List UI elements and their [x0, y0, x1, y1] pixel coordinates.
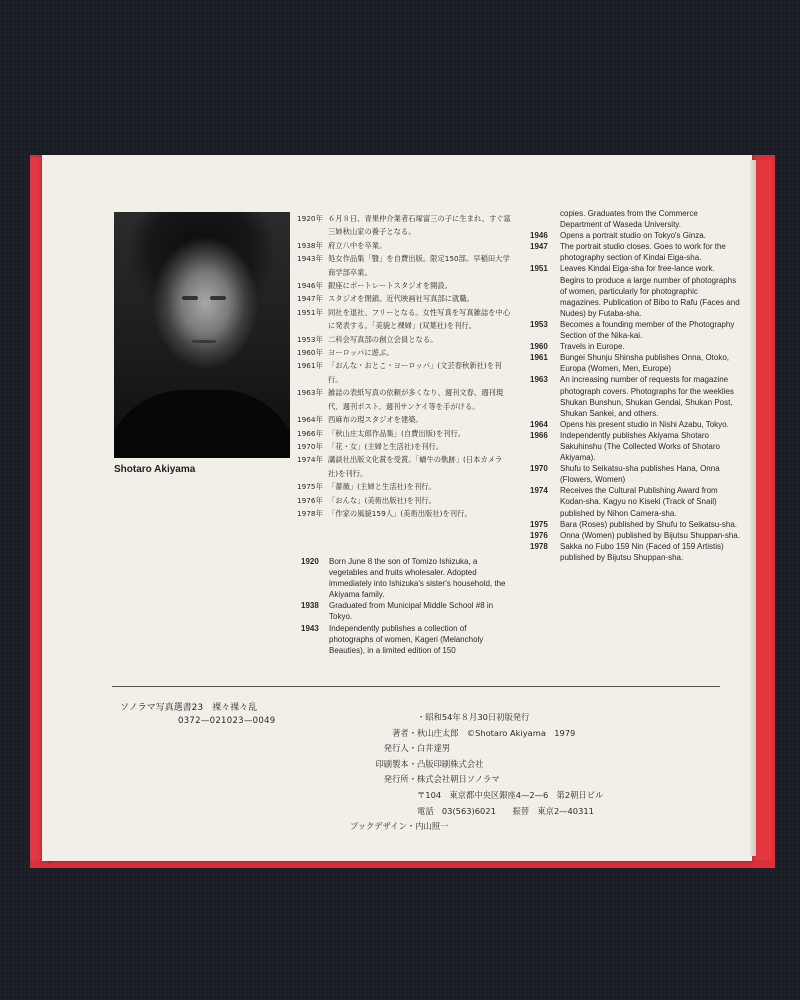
jp-chronology-year: 1943年 — [297, 254, 323, 264]
jp-chronology-year: 1974年 — [297, 455, 323, 465]
english-chronology-right — [530, 208, 740, 563]
publisher-person-value: 白井達男 — [417, 743, 451, 754]
jp-chronology-text: ヨーロッパに遊ぶ。 — [328, 348, 394, 358]
jp-chronology-year: 1975年 — [297, 482, 323, 492]
jp-chronology-year: 1960年 — [297, 348, 323, 358]
en-chronology-entry — [530, 230, 740, 241]
en-chronology-year: 1946 — [530, 231, 548, 241]
jp-chronology-text: 雑誌の表紙写真の依頼が多くなり、週刊文春、週刊現代、週刊ポスト、週刊サンケイ等を手がける。 — [328, 388, 504, 411]
jp-chronology-year: 1970年 — [297, 441, 323, 451]
en-chronology-year: 1978 — [530, 541, 548, 551]
en-chronology-entry — [530, 485, 740, 518]
jp-chronology-entry — [297, 212, 512, 239]
en-chronology-text: Independently publishes a collection of photographs of women, Kageri (Melancholy Beauties), in a limited edition of 150 — [329, 623, 484, 655]
book-info — [120, 700, 276, 726]
jp-chronology-text: 府立八中を卒業。 — [328, 240, 387, 250]
jp-chronology-year: 1946年 — [297, 281, 323, 291]
en-chronology-year: 1953 — [530, 319, 548, 329]
en-chronology-text: Bungei Shunju Shinsha publishes Onna, Otoko, Europa (Women, Men, Europe) — [560, 353, 730, 374]
series-title: ソノラマ写真選書23 裸々裸々乱 — [120, 703, 258, 713]
publisher-label: 発行所・ — [383, 774, 417, 785]
jp-chronology-entry — [297, 279, 512, 292]
jp-chronology-text: 同社を退社、フリーとなる。女性写真を写真雑誌を中心に発表する。「美貌と裸婦」(双葉社)を刊行。 — [328, 307, 511, 331]
isbn-code: 0372—021023—0049 — [178, 716, 276, 726]
publisher-person-line — [330, 741, 730, 757]
jp-chronology-entry — [297, 386, 512, 413]
jp-chronology-entry — [297, 252, 512, 279]
en-chronology-year: 1920 — [301, 557, 319, 566]
printing-value: 凸版印刷株式会社 — [417, 758, 484, 769]
jp-chronology-text: 銀座にポートレートスタジオを開設。 — [328, 281, 452, 291]
en-chronology-text: Independently publishes Akiyama Shotaro Sakuhinshu (The Collected Works of Shotaro Akiyama). — [560, 430, 720, 463]
en-chronology-text: Born June 8 the son of Tomizo Ishizuka, a vegetables and fruits wholesaler. Adopted immediately into Ishizuka's sister's household, the Akiyama family. — [329, 557, 506, 600]
portrait-eye-right — [210, 296, 226, 300]
jp-chronology-year: 1947年 — [297, 294, 323, 304]
jp-chronology-year: 1953年 — [297, 334, 323, 344]
page-stack-edge — [750, 160, 756, 856]
jp-chronology-year: 1938年 — [297, 240, 323, 250]
colophon — [330, 710, 730, 835]
en-chronology-year: 1975 — [530, 519, 548, 529]
jp-chronology-year: 1978年 — [297, 508, 323, 518]
en-chronology-entry — [301, 556, 509, 600]
en-chronology-entry — [530, 241, 740, 263]
jp-chronology-text: 西麻布の現スタジオを建築。 — [328, 415, 423, 425]
jp-chronology-entry — [297, 359, 512, 386]
en-chronology-entry — [530, 463, 740, 485]
en-chronology-entry — [530, 319, 740, 341]
jp-chronology-text: ６月８日、青果仲介業者石塚富三の子に生まれ、すぐ富三姉秋山家の養子となる。 — [328, 214, 511, 237]
english-chronology-right-rows — [530, 230, 740, 563]
en-chronology-text: Opens a portrait studio on Tokyo's Ginza. — [560, 231, 706, 241]
jp-chronology-entry — [297, 480, 512, 493]
jp-chronology-entry — [297, 306, 512, 333]
en-chronology-text: Bara (Roses) published by Shufu to Seikatsu-sha. — [560, 519, 737, 529]
jp-chronology-text: 「作家の風貌159人」(美術出版社)を刊行。 — [328, 508, 472, 518]
jp-chronology-year: 1951年 — [297, 307, 323, 317]
en-chronology-entry — [530, 352, 740, 374]
jp-chronology-entry — [297, 239, 512, 252]
author-label: 著者・ — [392, 727, 417, 738]
en-chronology-year: 1963 — [530, 375, 548, 385]
japanese-chronology — [297, 212, 512, 520]
jp-chronology-text: 「薔薇」(主婦と生活社)を刊行。 — [328, 482, 436, 492]
author-value: 秋山庄太郎 ©Shotaro Akiyama 1979 — [417, 727, 576, 738]
printing-label: 印刷製本・ — [375, 758, 417, 769]
en-chronology-year: 1970 — [530, 464, 548, 474]
en-chronology-entry — [530, 341, 740, 352]
en-chronology-year: 1951 — [530, 264, 548, 274]
en-chronology-year: 1974 — [530, 486, 548, 496]
jp-chronology-entry — [297, 346, 512, 359]
publisher-person-label: 発行人・ — [383, 743, 417, 754]
en-chronology-year: 1943 — [301, 623, 319, 633]
publisher-line — [330, 772, 730, 788]
portrait-mouth — [192, 340, 216, 343]
en-chronology-entry — [301, 623, 509, 656]
design-credit-line: ブックデザイン・内山照一 — [350, 821, 449, 832]
en-chronology-text: Receives the Cultural Publishing Award from Kodan-sha. Kagyu no Kiseki (Track of Snail) published by Nihon Camera-sha. — [560, 486, 718, 518]
jp-chronology-entry — [297, 427, 512, 440]
en-chronology-year: 1966 — [530, 430, 548, 440]
en-chronology-year: 1976 — [530, 530, 548, 540]
en-chronology-entry — [530, 530, 740, 541]
en-chronology-text: Becomes a founding member of the Photography Section of the Nika-kai. — [560, 319, 735, 341]
jp-chronology-entry — [297, 440, 512, 453]
jp-chronology-text: スタジオを閉鎖。近代映画社写真部に就職。 — [328, 294, 474, 304]
en-chronology-entry — [530, 419, 740, 430]
printing-line — [330, 757, 730, 773]
portrait-eye-left — [182, 296, 198, 300]
jp-chronology-year: 1961年 — [297, 361, 323, 371]
author-portrait-photo — [114, 212, 290, 458]
en-chronology-text: Shufu to Seikatsu-sha publishes Hana, Onna (Flowers, Women) — [560, 464, 720, 485]
jp-chronology-text: 「おんな・おとこ・ヨーロッパ」(文芸春秋新社)を刊行。 — [328, 361, 502, 384]
first-edition-line: ・昭和54年８月30日初版発行 — [417, 712, 530, 722]
jp-chronology-entry — [297, 507, 512, 520]
jp-chronology-text: 処女作品集「翳」を自費出版。限定150部。早稲田大学商学部卒業。 — [328, 254, 510, 277]
phone-line: 電話 03(563)6021 振替 東京2—40311 — [417, 805, 594, 816]
jp-chronology-text: 「花・女」(主婦と生活社)を刊行。 — [328, 441, 444, 451]
en-chronology-year: 1961 — [530, 353, 548, 363]
en-chronology-text: Opens his present studio in Nishi Azabu, Tokyo. — [560, 419, 729, 429]
jp-chronology-year: 1966年 — [297, 428, 323, 438]
en-chronology-text: Graduated from Municipal Middle School #8 in Tokyo. — [329, 601, 494, 622]
en-chronology-year: 1964 — [530, 419, 548, 429]
jp-chronology-text: 講談社出版文化賞を受賞。「蝸牛の軌跡」(日本カメラ社)を刊行。 — [328, 455, 503, 478]
en-chronology-text: Leaves Kindai Eiga-sha for free-lance work. Begins to produce a large number of photographs of women, particularly for photographic magazines. Publication of Bibo to Rafu (Faces and Nudes) by Futaba-sha. — [560, 264, 740, 318]
en-chronology-text: Sakka no Fubo 159 Nin (Faced of 159 Artistis) published by Bijutsu Shuppan-sha. — [560, 541, 724, 562]
jp-chronology-entry — [297, 453, 512, 480]
english-chronology-left — [301, 556, 509, 656]
jp-chronology-entry — [297, 494, 512, 507]
jp-chronology-year: 1976年 — [297, 495, 323, 505]
jp-chronology-text: 「秋山庄太郎作品集」(自費出版)を刊行。 — [328, 428, 466, 438]
en-chronology-entry — [530, 519, 740, 530]
jp-chronology-entry — [297, 413, 512, 426]
en-chronology-entry — [530, 374, 740, 418]
publisher-value: 株式会社朝日ソノラマ — [417, 774, 500, 785]
en-chronology-entry — [530, 430, 740, 463]
portrait-caption: Shotaro Akiyama — [114, 464, 196, 475]
en-chronology-text: Onna (Women) published by Bijutsu Shuppan-sha. — [560, 530, 740, 540]
jp-chronology-entry — [297, 333, 512, 346]
en-chronology-year: 1947 — [530, 242, 548, 252]
en-chronology-entry — [530, 263, 740, 318]
jp-chronology-year: 1920年 — [297, 214, 323, 223]
address-line: 〒104 東京都中央区銀座4—2—6 第2朝日ビル — [417, 789, 604, 800]
en-chronology-text: Travels in Europe. — [560, 342, 625, 352]
en-chronology-year: 1960 — [530, 342, 548, 352]
en-chronology-year: 1938 — [301, 601, 319, 611]
portrait-shoulders — [114, 390, 290, 458]
divider-line — [112, 686, 720, 687]
en-chronology-entry — [530, 541, 740, 563]
en-chronology-text: The portrait studio closes. Goes to work for the photography section of Kindai Eiga-sha. — [560, 242, 726, 263]
jp-chronology-text: 「おんな」(美術出版社)を刊行。 — [328, 495, 436, 505]
jp-chronology-entry — [297, 292, 512, 305]
jp-chronology-year: 1963年 — [297, 388, 323, 398]
en-chronology-entry — [301, 600, 509, 622]
chronology-continuation: copies. Graduates from the Commerce Department of Waseda University. — [560, 209, 698, 230]
jp-chronology-text: 二科会写真部の創立会員となる。 — [328, 334, 438, 344]
jp-chronology-year: 1964年 — [297, 415, 323, 425]
en-chronology-text: An increasing number of requests for magazine photograph covers. Photographs for the weeklies Shukan Bunshun, Shukan Gendai, Shukan Post, Shukan Sankei, and others. — [560, 375, 734, 418]
author-line — [330, 726, 730, 742]
